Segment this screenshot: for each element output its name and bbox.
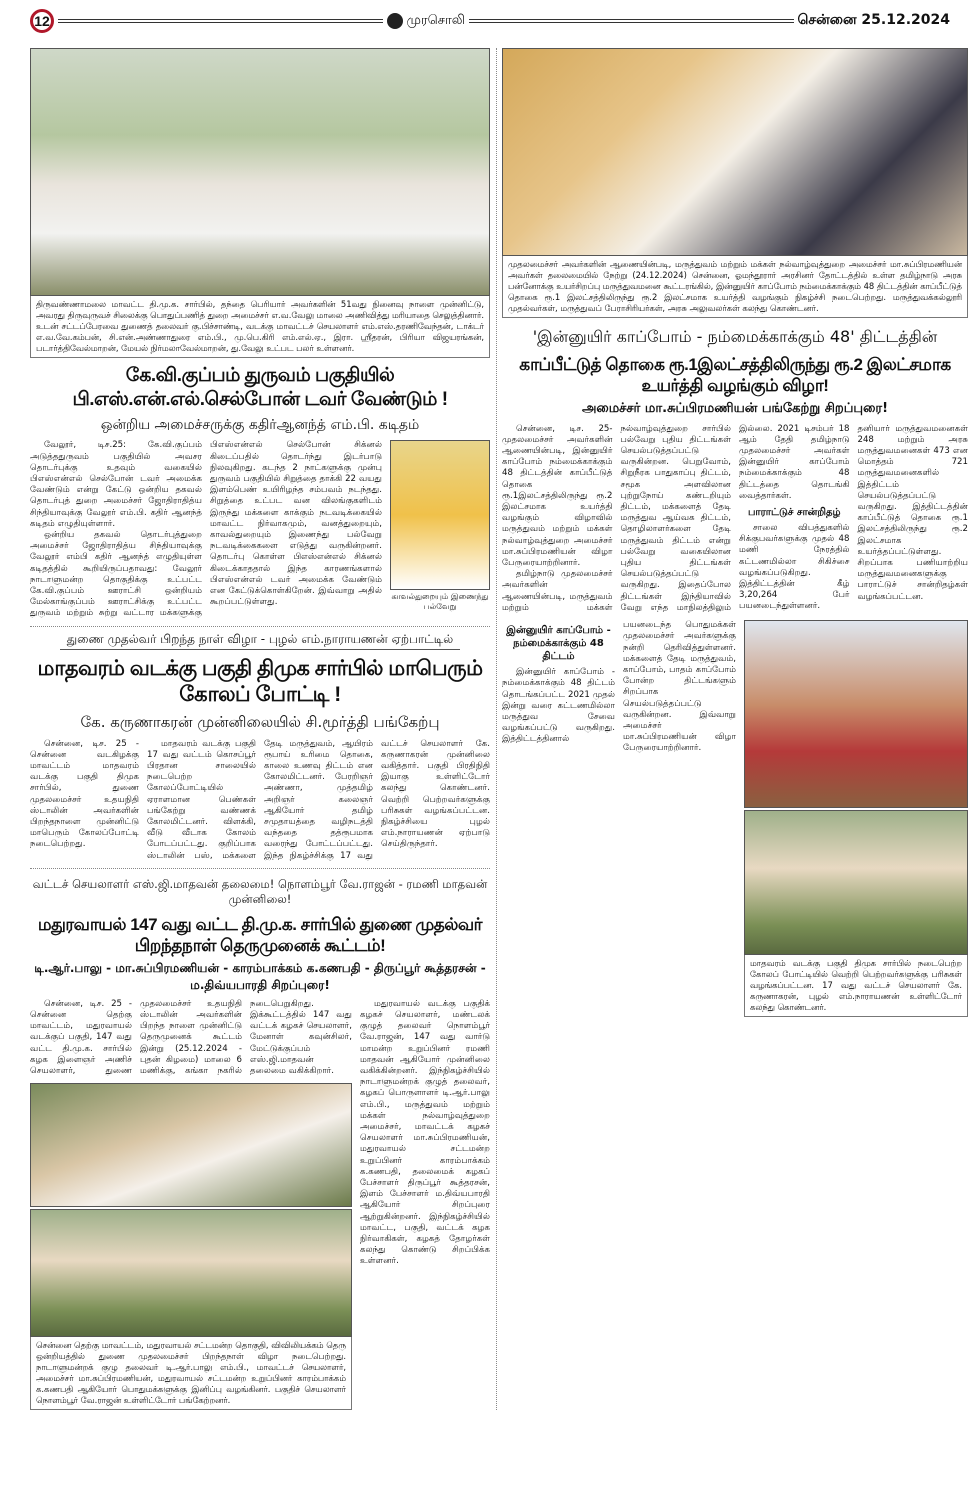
article-kolam-contest xyxy=(30,626,490,862)
article-body: சென்னை, டிச. 25- முதலமைச்சர் அவர்களின் ஆணையின்படி, இன்னுயிர் காப்போம் நம்மைக்காக்கும் 48 திட்டத்தின் காப்பீட்டுத் தொகை ரூ.1இலட்சத்திலிருந்து ரூ.2 இலட்சமாக உயர்த்தி வழங்கும் விழாவில் மருத்துவம் மற்றும் மக்கள் நல்வாழ்வுத்துறை அமைச்சர் மா.சுப்பிரமணியன் விழா பேருரையாற்றினார். தமிழ்நாடு முதலமைச்சர் அவர்களின் ஆணையின்படி, மருத்துவம் மற்றும் மக்கள் நல்வாழ்வுத்துறை சார்பில் பல்வேறு புதிய திட்டங்கள் செயல்படுத்தப்பட்டு வருகின்றன. பெறுவோம், சிறுநீரக பாதுகாப்பு திட்டம், சமூக அளவிலான புற்றுநோய் கண்டறியும் திட்டம், மக்களைத் தேடி மருத்துவ ஆய்வக திட்டம், தொழிலாளர்களை தேடி மருத்துவம் திட்டம் என்று பல்வேறு வகையிலான புதிய திட்டங்கள் செயல்படுத்தப்பட்டு வருகிறது. இதைப்போல திட்டங்கள் இந்தியாவில் வேறு எந்த மாநிலத்திலும் இல்லை. 2021 டிசம்பர் 18 ஆம் தேதி தமிழ்நாடு முதலமைச்சர் அவர்கள் இன்னுயிர் காப்போம் நம்மைக்காக்கும் 48 திட்டத்தை தொடங்கி வைத்தார்கள். பாராட்டுச் சான்றிதழ் சாலை விபத்துகளில் சிக்குபவர்களுக்கு முதல் 48 மணி நேரத்தில் கட்டணமில்லா சிகிச்சை வழங்கப்படுகிறது. இத்திட்டத்தின் கீழ் 3,20,264 பேர் பயனடைந்துள்ளனர். தனியார் மருத்துவமனைகள் 248 மற்றும் அரசு மருத்துவமனைகள் 473 என மொத்தம் 721 மருத்துவமனைகளில் இத்திட்டம் செயல்படுத்தப்பட்டு வருகிறது. இத்திட்டத்தின் காப்பீட்டுத் தொகை ரூ.1 இலட்சத்திலிருந்து ரூ.2 இலட்சமாக உயர்த்தப்பட்டுள்ளது. சிறப்பாக பணியாற்றிய மருத்துவமனைகளுக்கு பாராட்டுச் சான்றிதழ்கள் வழங்கப்பட்டன. xyxy=(502,423,968,613)
portrait-block xyxy=(390,440,490,619)
article-body-row xyxy=(30,999,490,1410)
subheadline: ஒன்றிய அமைச்சருக்கு கதிர்ஆனந்த் எம்.பி. கடிதம் xyxy=(100,416,420,433)
article-body: சென்னை, டிச. 25 - சென்னை வடகிழக்கு மாவட்டம் மாதவரம் வடக்கு பகுதி திமுக சார்பில், துணை முதலமைச்சர் உதயநிதி ஸ்டாலின் அவர்களின் பிறந்தநாளை முன்னிட்டு மாபெரும் கோலப்போட்டி நடைபெற்றது. மாதவரம் வடக்கு பகுதி 17 வது வட்டம் கொசப்பூர் பிரதான சாலையில் நடைபெற்ற கோலப்போட்டியில் ஏராளமான பெண்கள் பங்கேற்று வண்ணக் கோலமிட்டனர். விளக்கி, வீடு வீடாக கோலம் போடப்பட்டது. குறிப்பாக ஸ்டாலின் பஸ், மக்களை தேடி மருத்துவம், ஆயிரம் ரூபாய் உரிமை தொகை, காலை உணவு திட்டம் என கோலமிட்டனர். பேரறிஞர் அண்ணா, முத்தமிழ் அறிஞர் கலைஞர் ஆகியோர் தமிழ் சமுதாயத்தை வழிநடத்தி வந்ததை தத்ரூபமாக வரைந்து போட்டப்பட்டது. இந்த நிகழ்ச்சிக்கு 17 வது வட்டச் செயலாளர் கே. கருணாகரன் முன்னிலை வகித்தார். பகுதி பிரதிநிதி இயாகு உள்ளிட்டோர் கலந்து கொண்டனர். வெற்றி பெற்றவர்களுக்கு பரிசுகள் வழங்கப்பட்டன. நிகழ்ச்சியை புழல் எம்.நாராயணன் ஏற்பாடு செய்திருந்தார். xyxy=(30,738,490,861)
right-column xyxy=(496,48,968,1410)
photo-party-members xyxy=(30,1209,352,1337)
subheadline: டி.ஆர்.பாலு - மா.சுப்பிரமணியன் - காரம்பாக்கம் க.கணபதி - திருப்பூர் கூத்தரசன் - ம.திவ்யபாரதி சிறப்புரை! xyxy=(34,961,486,992)
article-body: வேலூர், டிச.25: கே.வி.குப்பம் அடுத்ததுருவம் பகுதியில் அவசர தொடர்புக்கு உதவும் வகையில் பிஎஸ்என்எல் செல்போன் டவர் அமைக்க வேண்டும் என்று கேட்டு ஒன்றிய தகவல் தொடர்புத் துறை அமைச்சர் ஜோதிராதித்ய சிந்தியாவுக்கு வேலூர் எம்.பி. கதிர் ஆனந்த் கடிதம் எழுதியுள்ளார். ஒன்றிய தகவல் தொடர்புத்துறை அமைச்சர் ஜோதிராதித்ய சிந்தியாவுக்கு வேலூர் எம்பி கதிர் ஆனந்த் எழுதியுள்ள கடிதத்தில் கூறியிருப்பதாவது: வேலூர் நாடாளுமன்ற தொகுதிக்கு உட்பட்ட கே.வி.குப்பம் ஊராட்சி ஒன்றியம் மேல்காங்குப்பம் ஊராட்சிக்கு உட்பட்ட துருவம் மற்றும் சுற்று வட்டார மக்களுக்கு பிஎஸ்என்எல் செல்போன் சிக்னல் கிடைப்பதில் தொடர்ந்து இடர்பாடு நிலவுகிறது. கடந்த 2 நாட்களுக்கு முன்பு துருவம் பகுதியில் சிறுத்தை தாக்கி 22 வயது இளம்பெண் உயிரிழந்த சம்பவம் நடந்தது. சிறுத்தை உட்பட வன விலங்குகளிடம் இருந்து மக்களை காக்கும் நடவடிக்கையில் மாவட்ட நிர்வாகமும், வனத்துறையும், காவல்துறையும் இணைந்து பல்வேறு நடவடிக்கைகளை எடுத்து வருகின்றனர். தொடர்பு கொள்ள பிஎஸ்என்எல் சிக்னல் கிடைக்காததால் இந்த காரணங்களால் பிஎஸ்என்எல் டவர் அமைக்க வேண்டும் என கேட்டுக்கொள்கிறேன். இவ்வாறு அதில் கூறப்பட்டுள்ளது. xyxy=(30,440,382,619)
kicker: 'இன்னுயிர் காப்போம் - நம்மைக்காக்கும் 48' திட்டத்தின் xyxy=(532,327,938,346)
article-body-row xyxy=(502,620,968,1017)
page-header xyxy=(30,8,950,34)
article-main xyxy=(30,999,352,1410)
headline: கே.வி.குப்பம் துருவம் பகுதியில் பி.எஸ்.என்.எல்.செல்போன் டவர் வேண்டும் ! xyxy=(72,365,448,410)
photo-sweets-distribution xyxy=(30,1083,352,1207)
article-body: சென்னை, டிச. 25 - சென்னை தெற்கு மாவட்டம், மதுரவாயல் வடக்குப் பகுதி, 147 வது வட்ட தி.மு.க. சார்பில் கழக இளைஞர் அணிச் செயலாளர், துணை முதலமைச்சர் உதயநிதி ஸ்டாலின் அவர்களின் பிறந்த நாளை முன்னிட்டு தெருமுனைக் கூட்டம் இன்று (25.12.2024 - புதன் கிழமை) மாலை 6 மணிக்கு, கங்கா நகரில் நடைபெறுகிறது. இக்கூட்டத்தில் 147 வது வட்டக் கழகச் செயலாளர், மேனாள் கவுன்சிலர், மேட்டுக்குப்பம் எஸ்.ஜி.மாதவன் தலைமை வகிக்கிறார். xyxy=(30,998,352,1076)
photo-caption: சென்னை தெற்கு மாவட்டம், மதுரவாயல் சட்டமன்ற தொகுதி, விவிலியக்கம் தெரு ஒன்றியத்தில் துணை முதலமைச்சர் பிறந்தநாள் விழா நடைபெற்றது. நாடாளுமன்றக் குழு தலைவர் டி.ஆர்.பாலு எம்.பி., மாவட்டச் செயலாளர், அமைச்சர் மா.சுப்பிரமணியன், மதுரவாயல் சட்டமன்ற உறுப்பினர் காரம்பாக்கம் க.கணபதி ஆகியோர் பொதுமக்களுக்கு இனிப்பு வழங்கினர். பகுதிச் செயலாளர் நொளம்பூர் வே.ராஜன் உள்ளிட்டோர் பங்கேற்றனர். xyxy=(30,1337,352,1410)
header-rule xyxy=(469,19,794,23)
article-cell-tower xyxy=(30,358,490,620)
article-body-side: மதுரவாயல் வடக்கு பகுதிக் கழகச் செயலாளர், மண்டலக் குழுத் தலைவர் நொளம்பூர் வே.ராஜன், 147 வது வார்டு மாமன்ற உறுப்பினர் ரமணி மாதவன் ஆகியோர் முன்னிலை வகிக்கின்றனர். இந்நிகழ்ச்சியில் நாடாளுமன்றக் குழுத் தலைவர், கழகப் பொருளாளர் டி.ஆர்.பாலு எம்.பி., மருத்துவம் மற்றும் மக்கள் நல்வாழ்வுத்துறை அமைச்சர், மாவட்டக் கழகச் செயலாளர் மா.சுப்பிரமணியன், மதுரவாயல் சட்டமன்ற உறுப்பினர் காரம்பாக்கம் க.கணபதி, தலைமைக் கழகப் பேச்சாளர் திருப்பூர் கூத்தரசன், இளம் பேச்சாளர் ம.திவ்யபாரதி ஆகியோர் சிறப்புரை ஆற்றுகின்றனர். இந்நிகழ்ச்சியில் மாவட்ட, பகுதி, வட்டக் கழக நிர்வாகிகள், கழகத் தோழர்கள் கலந்து கொண்டு சிறப்பிக்க உள்ளனர். xyxy=(360,998,490,1267)
kicker: துணை முதல்வர் பிறந்த நாள் விழா - புழல் எம்.நாராயணன் ஏற்பாட்டில் xyxy=(60,631,460,650)
photo-kolam-group xyxy=(744,810,968,955)
section-heading: இன்னுயிர் காப்போம் - நம்மைக்காக்கும் 48 திட்டம் xyxy=(506,625,611,663)
issue-date: சென்னை 25.12.2024 xyxy=(797,12,950,28)
portrait-caption: காவல்துறையும் இணைந்து பல்வேறு xyxy=(391,592,489,612)
header-rule xyxy=(58,19,383,23)
page-body xyxy=(30,48,968,1410)
masthead xyxy=(387,13,466,29)
photo-kolam-winners xyxy=(744,620,968,808)
article-street-meeting xyxy=(30,868,490,1410)
photo-caption: மாதவரம் வடக்கு பகுதி திமுக சார்பில் நடைபெற்ற கோலப் போட்டியில் வெற்றி பெற்றவர்களுக்கு பரிசுகள் வழங்கப்பட்டன. 17 வது வட்டச் செயலாளர் கே. கருணாகரன், புழல் எம்.நாராயணன் உள்ளிட்டோர் கலந்து கொண்டனர். xyxy=(744,955,968,1017)
kicker: வட்டச் செயலாளர் எஸ்.ஜி.மாதவன் தலைமை! நொளம்பூர் வே.ராஜன் - ரமணி மாதவன் முன்னிலை! xyxy=(32,876,488,907)
page-number: 12 xyxy=(30,9,54,33)
section-heading: பாராட்டுச் சான்றிதழ் xyxy=(747,507,841,519)
article-body-row xyxy=(30,440,490,619)
subheadline: கே. கருணாகரன் முன்னிலையில் சி.மூர்த்தி பங்கேற்பு xyxy=(80,713,440,732)
photo-caption: திருவண்ணாமலை மாவட்ட தி.மு.க. சார்பில், தந்தை பெரியார் அவர்களின் 51வது நினைவு நாளை முன்னிட்டு, அவரது திருவுருவச் சிலைக்கு பொதுப்பணித் துறை அமைச்சர் எ.வ.வேலு மாலை அணிவித்து மரியாதை செலுத்தினார். உடன் சட்டப்பேரவை துணைத் தலைவர் கு.பிச்சாண்டி, வடக்கு மாவட்டச் செயலாளர் எம்.எஸ்.தரணிவேந்தன், டாக்டர் எ.வ.வே.கம்பன், சி.என்.அண்ணாதுரை எம்.பி., மு.பெ.கிரி எம்.எல்.ஏ., இரா. ஸ்ரீதரன், பிரியா விஜயரங்கன், படார்த்திவேல்மாறன், மேயல் நிர்மலாவேல்மாறன், து.வேலு உட்பட பலர் உள்ளனர். xyxy=(30,296,490,358)
photo-block xyxy=(744,620,968,1017)
photo-periyar-memorial xyxy=(30,48,490,296)
headline: காப்பீட்டுத் தொகை ரூ.1இலட்சத்திலிருந்து ரூ.2 இலட்சமாக உயர்த்தி வழங்கும் விழா! xyxy=(519,354,951,395)
paper-name: முரசொலி xyxy=(406,13,465,28)
article-body-continued: இன்னுயிர் காப்போம் - நம்மைக்காக்கும் 48 திட்டம் இன்னுயிர் காப்போம் - நம்மைக்காக்கும் 48 திட்டம் தொடங்கப்பட்ட 2021 முதல் இன்று வரை கட்டணமில்லா மருத்துவ சேவை வழங்கப்பட்டு வருகிறது. இத்திட்டத்தினால் பயனடைந்த பொதுமக்கள் முதலமைச்சர் அவர்களுக்கு நன்றி தெரிவித்துள்ளனர். மக்களைத் தேடி மருத்துவம், காப்போம், பாதம் காப்போம் போன்ற திட்டங்களும் சிறப்பாக செயல்படுத்தப்பட்டு வருகின்றன. இவ்வாறு அமைச்சர் மா.சுப்பிரமணியன் விழா பேருரையாற்றினார். xyxy=(502,620,736,754)
left-column xyxy=(30,48,490,1410)
photo-insurance-event xyxy=(502,48,968,256)
headline: மாதவரம் வடக்கு பகுதி திமுக சார்பில் மாபெரும் கோலப் போட்டி ! xyxy=(37,656,483,707)
article-insurance-scheme xyxy=(502,318,968,1017)
headline: மதுரவாயல் 147 வது வட்ட தி.மு.க. சார்பில் துணை முதல்வர் பிறந்தநாள் தெருமுனைக் கூட்டம்! xyxy=(37,914,483,956)
photo-caption: முதலமைச்சர் அவர்களின் ஆணையின்படி, மருத்துவம் மற்றும் மக்கள் நல்வாழ்வுத்துறை அமைச்சர் மா.சுப்பிரமணியன் அவர்கள் தலைமையில் நேற்று (24.12.2024) சென்னை, ஓமந்தூரார் அரசினர் தோட்டத்தில் உள்ள தமிழ்நாடு அரசு பன்னோக்கு உயர்சிறப்பு மருத்துவமனை கூட்டரங்கில், இன்னுயிர் காப்போம் நம்மைக்காக்கும் 48 திட்டத்தின் காப்பீட்டுத் தொகை ரூ.1 இலட்சத்திலிருந்து ரூ.2 இலட்சமாக உயர்த்தி வழங்கும் நிகழ்ச்சி நடைபெற்றது. மருத்துவக்கல்லூரி முதல்வர்கள், மருத்துவப் பேராசிரியர்கள், அரசு அலுவலர்கள் கலந்து கொண்டனர். xyxy=(502,256,968,318)
portrait-photo xyxy=(390,440,490,590)
subheadline: அமைச்சர் மா.சுப்பிரமணியன் பங்கேற்று சிறப்புரை! xyxy=(581,401,889,417)
logo-icon xyxy=(387,13,403,29)
